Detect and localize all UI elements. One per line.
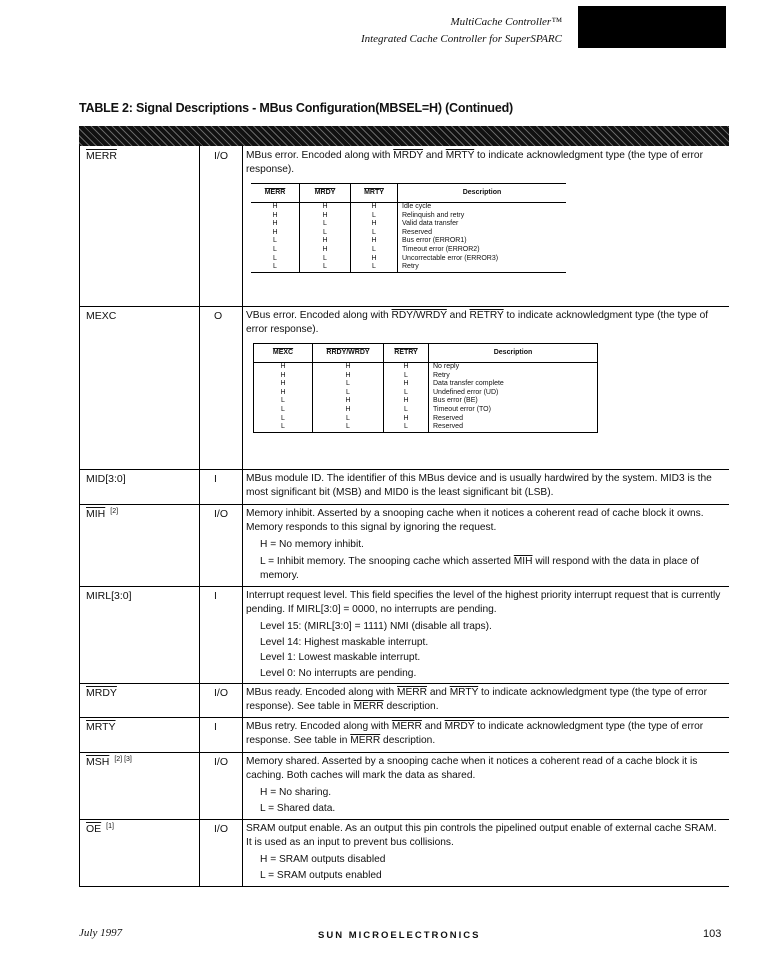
signal-row-mrty — [79, 717, 729, 753]
signal-row-mrdy — [79, 683, 729, 718]
signal-description: Memory inhibit. Asserted by a snooping cache when it notices a coherent read of cache block it owns. Memory responds to this signal by ignoring the request. H = No memory inhibit. L = Inhibit memory. The snooping cache which asserted $\overline{MIH}$ will respond with the data in place of memory. — [246, 508, 704, 581]
encoding-row — [254, 363, 598, 372]
encoding-value: L — [251, 255, 300, 264]
encoding-description: Valid data transfer — [402, 220, 459, 228]
footer-date: July 1997 — [79, 927, 123, 939]
signal-description: MBus retry. Encoded along with MERR and MRDY to indicate acknowledgment type (the type of error response. See table in MERR description. — [246, 721, 704, 746]
encoding-value: L — [300, 220, 351, 229]
encoding-description: Timeout error (ERROR2) — [402, 245, 480, 253]
encoding-description: Undefined error (UD) — [433, 388, 499, 396]
signal-description: SRAM output enable. As an output this pin controls the pipelined output enable of external cache SRAM. It is used as an input to prevent bus collisions. H = SRAM outputs disabled L = SRAM outputs enabled — [246, 823, 717, 881]
encoding-description: No reply — [433, 363, 460, 370]
encoding-description: Relinquish and retry — [402, 211, 465, 219]
encoding-value: H — [300, 212, 351, 221]
encoding-value: L — [300, 263, 351, 272]
signal-name: MEXC — [86, 310, 117, 322]
encoding-value: L — [384, 423, 429, 432]
signal-description: MBus module ID. The identifier of this MBus device and is usually hardwired by the system. MID3 is the most significant bit (MSB) and MID0 is the least significant bit (LSB). — [246, 473, 712, 498]
encoding-value: H — [313, 372, 384, 381]
encoding-value: H — [300, 246, 351, 255]
encoding-value: H — [251, 229, 300, 238]
signal-name: MRDY — [86, 687, 117, 699]
encoding-description: Reserved — [402, 228, 432, 236]
encoding-value: L — [254, 415, 313, 424]
signal-description: Interrupt request level. This field specifies the level of the highest priority interrupt request that is currently pending. If MIRL[3:0] = 0000, no interrupts are pending. Level 15: (MIRL[3:0] = 1111) NMI (disable all traps). Level 14: Highest maskable interrupt. Level 1: Lowest maskable interrupt. Level 0: No interrupts are pending. — [246, 590, 721, 679]
signal-type: I/O — [214, 508, 229, 520]
encoding-value: H — [313, 363, 384, 372]
encoding-row — [251, 229, 566, 238]
encoding-description: Idle cycle — [402, 203, 432, 210]
encoding-value: H — [300, 203, 351, 212]
encoding-row — [251, 246, 566, 255]
signal-type: I/O — [214, 687, 229, 699]
encoding-value: H — [251, 212, 300, 221]
encoding-value: L — [351, 246, 398, 255]
signal-name: $\overline{OE}$ [1] — [86, 823, 114, 835]
signal-row-mexc — [79, 306, 729, 470]
encoding-description: Retry — [433, 371, 450, 379]
signal-description: Memory shared. Asserted by a snooping cache when it notices a coherent read of a cache block it is caching. Both caches will mark the data as shared. H = No sharing. L = Shared data. — [246, 756, 698, 814]
signal-description: VBus error. Encoded along with RDY/WRDY and RETRY to indicate acknowledgment type (the type of error response). MEXC RRDY/WRDY RETRY Description H H H No reply H H L Retry H L H Data transfer complete H L L Undefined error (UD) L H H Bus error (BE) L H L Timeout error (TO) L L H Reserved L L L Reserved — [246, 309, 721, 433]
signal-type: I/O — [214, 823, 229, 835]
encoding-value: H — [300, 237, 351, 246]
mexc-encoding-table: MEXC RRDY/WRDY RETRY Description H H H No reply H H L Retry H L H Data transfer complete H L L Undefined error (UD) L H H Bus error (BE) L H L Timeout error (TO) L L H Reserved L L L Reserved — [253, 343, 598, 433]
encoding-value: L — [300, 255, 351, 264]
encoding-value: H — [351, 220, 398, 229]
encoding-value: L — [351, 212, 398, 221]
encoding-value: L — [251, 237, 300, 246]
encoding-description: Reserved — [433, 423, 463, 431]
encoding-value: L — [313, 423, 384, 432]
encoding-row — [251, 220, 566, 229]
encoding-row — [254, 372, 598, 381]
encoding-row — [254, 415, 598, 424]
encoding-value: H — [384, 397, 429, 406]
signal-row-merr — [79, 146, 729, 307]
encoding-value: H — [384, 380, 429, 389]
encoding-value: H — [351, 237, 398, 246]
encoding-value: L — [254, 423, 313, 432]
encoding-row — [254, 423, 598, 432]
encoding-value: L — [384, 389, 429, 398]
encoding-description: Uncorrectable error (ERROR3) — [402, 254, 499, 262]
encoding-value: H — [384, 415, 429, 424]
running-header — [361, 14, 562, 48]
encoding-row — [251, 263, 566, 272]
encoding-row — [254, 397, 598, 406]
encoding-row — [251, 255, 566, 264]
signal-description: MBus error. Encoded along with MRDY and MRTY to indicate acknowledgment type (the type of error response). MERR MRDY MRTY Description H H H Idle cycle H H L Relinquish and retry H L H Valid data transfer H L L Reserved L H H Bus error (ERROR1) L H L Timeout error (ERROR2) L L H Uncorrectable error (ERROR3) L L L Retry — [246, 149, 721, 273]
signal-type: I/O — [214, 150, 229, 162]
encoding-row — [251, 237, 566, 246]
encoding-value: L — [313, 415, 384, 424]
encoding-value: H — [251, 220, 300, 229]
encoding-value: L — [313, 389, 384, 398]
encoding-value: L — [313, 380, 384, 389]
encoding-row — [251, 212, 566, 221]
encoding-value: H — [254, 389, 313, 398]
table-header-band — [79, 126, 729, 146]
footer-company: SUN MICROELECTRONICS — [318, 930, 481, 941]
footnote-ref: [2] — [110, 508, 119, 515]
encoding-description: Reserved — [433, 414, 463, 422]
encoding-value: H — [254, 372, 313, 381]
encoding-value: L — [251, 263, 300, 272]
encoding-value: H — [351, 203, 398, 212]
encoding-value: L — [351, 229, 398, 238]
signal-type: I — [214, 473, 217, 485]
signal-name: MIRL[3:0] — [86, 590, 132, 602]
header-tab-block — [578, 6, 726, 48]
header-product: MultiCache Controller™ — [450, 16, 562, 28]
encoding-value: L — [254, 397, 313, 406]
encoding-value: L — [254, 406, 313, 415]
encoding-description: Bus error (ERROR1) — [402, 237, 467, 245]
encoding-description: Retry — [402, 263, 419, 271]
encoding-value: L — [384, 372, 429, 381]
encoding-value: H — [313, 397, 384, 406]
signal-name: MID[3:0] — [86, 473, 126, 485]
encoding-value: H — [351, 255, 398, 264]
encoding-row — [254, 389, 598, 398]
encoding-value: H — [254, 380, 313, 389]
signal-type: O — [214, 310, 223, 322]
signal-row-mih — [79, 504, 729, 587]
signal-name: $\overline{MSH}$ [2] [3] — [86, 756, 132, 768]
signal-row-oe — [79, 819, 729, 887]
encoding-description: Timeout error (TO) — [433, 405, 491, 413]
encoding-row — [254, 406, 598, 415]
signal-type: I — [214, 721, 217, 733]
encoding-description: Bus error (BE) — [433, 397, 478, 405]
signal-name: MRTY — [86, 721, 116, 733]
encoding-row — [254, 380, 598, 389]
signal-name: MERR — [86, 150, 117, 162]
signal-name: $\overline{MIH}$ [2] — [86, 508, 119, 520]
signal-row-mid — [79, 469, 729, 505]
footnote-ref: [1] — [106, 823, 114, 830]
header-subtitle: Integrated Cache Controller for SuperSPARC — [360, 33, 562, 45]
encoding-description: Data transfer complete — [433, 380, 504, 388]
signal-type: I/O — [214, 756, 229, 768]
footnote-ref: [2] [3] — [114, 756, 132, 763]
signal-type: I — [214, 590, 217, 602]
encoding-value: H — [313, 406, 384, 415]
table-title: TABLE 2: Signal Descriptions - MBus Configuration(MBSEL=H) (Continued) — [79, 101, 514, 115]
encoding-value: L — [384, 406, 429, 415]
encoding-row — [251, 203, 566, 212]
encoding-value: L — [300, 229, 351, 238]
encoding-value: L — [251, 246, 300, 255]
signal-row-msh — [79, 752, 729, 820]
encoding-value: H — [384, 363, 429, 372]
page-number: 103 — [703, 928, 722, 940]
encoding-value: H — [251, 203, 300, 212]
signal-row-mirl — [79, 586, 729, 684]
encoding-value: L — [351, 263, 398, 272]
encoding-value: H — [254, 363, 313, 372]
signal-description: MBus ready. Encoded along with MERR and MRTY to indicate acknowledgment type (the type of error response). See table in MERR description. — [246, 687, 707, 712]
merr-encoding-table: MERR MRDY MRTY Description H H H Idle cycle H H L Relinquish and retry H L H Valid data transfer H L L Reserved L H H Bus error (ERROR1) L H L Timeout error (ERROR2) L L H Uncorrectable error (ERROR3) L L L Retry — [251, 183, 566, 273]
